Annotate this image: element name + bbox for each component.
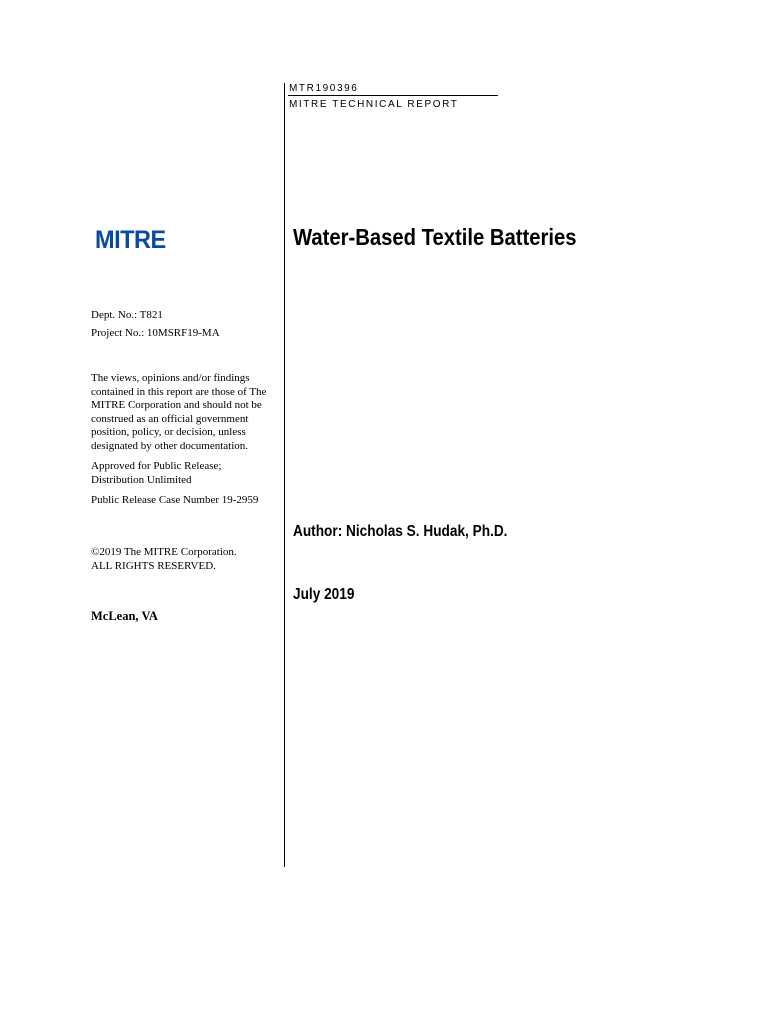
copyright-block xyxy=(91,546,277,573)
vertical-divider xyxy=(284,83,285,867)
report-type: MITRE TECHNICAL REPORT xyxy=(289,99,459,110)
dept-number: Dept. No.: T821 xyxy=(91,309,163,321)
report-number: MTR190396 xyxy=(289,83,359,94)
header-rule xyxy=(288,95,498,96)
disclaimer-text: The views, opinions and/or findings contained in this report are those of The MITRE Corporation and should not be construed as an official government position, policy, or decision, unless designated by other documentation. xyxy=(91,372,267,452)
project-number: Project No.: 10MSRF19-MA xyxy=(91,327,220,339)
report-title: Water-Based Textile Batteries xyxy=(293,224,577,250)
release-approval: Approved for Public Release; Distribution Unlimited xyxy=(91,460,222,486)
report-date: July 2019 xyxy=(293,586,355,603)
author-line: Author: Nicholas S. Hudak, Ph.D. xyxy=(293,523,508,540)
location: McLean, VA xyxy=(91,609,158,623)
rights-line: ALL RIGHTS RESERVED. xyxy=(91,559,216,572)
copyright-line: ©2019 The MITRE Corporation. xyxy=(91,546,237,558)
release-case-number: Public Release Case Number 19-2959 xyxy=(91,494,259,506)
mitre-logo: MITRE xyxy=(95,226,166,254)
